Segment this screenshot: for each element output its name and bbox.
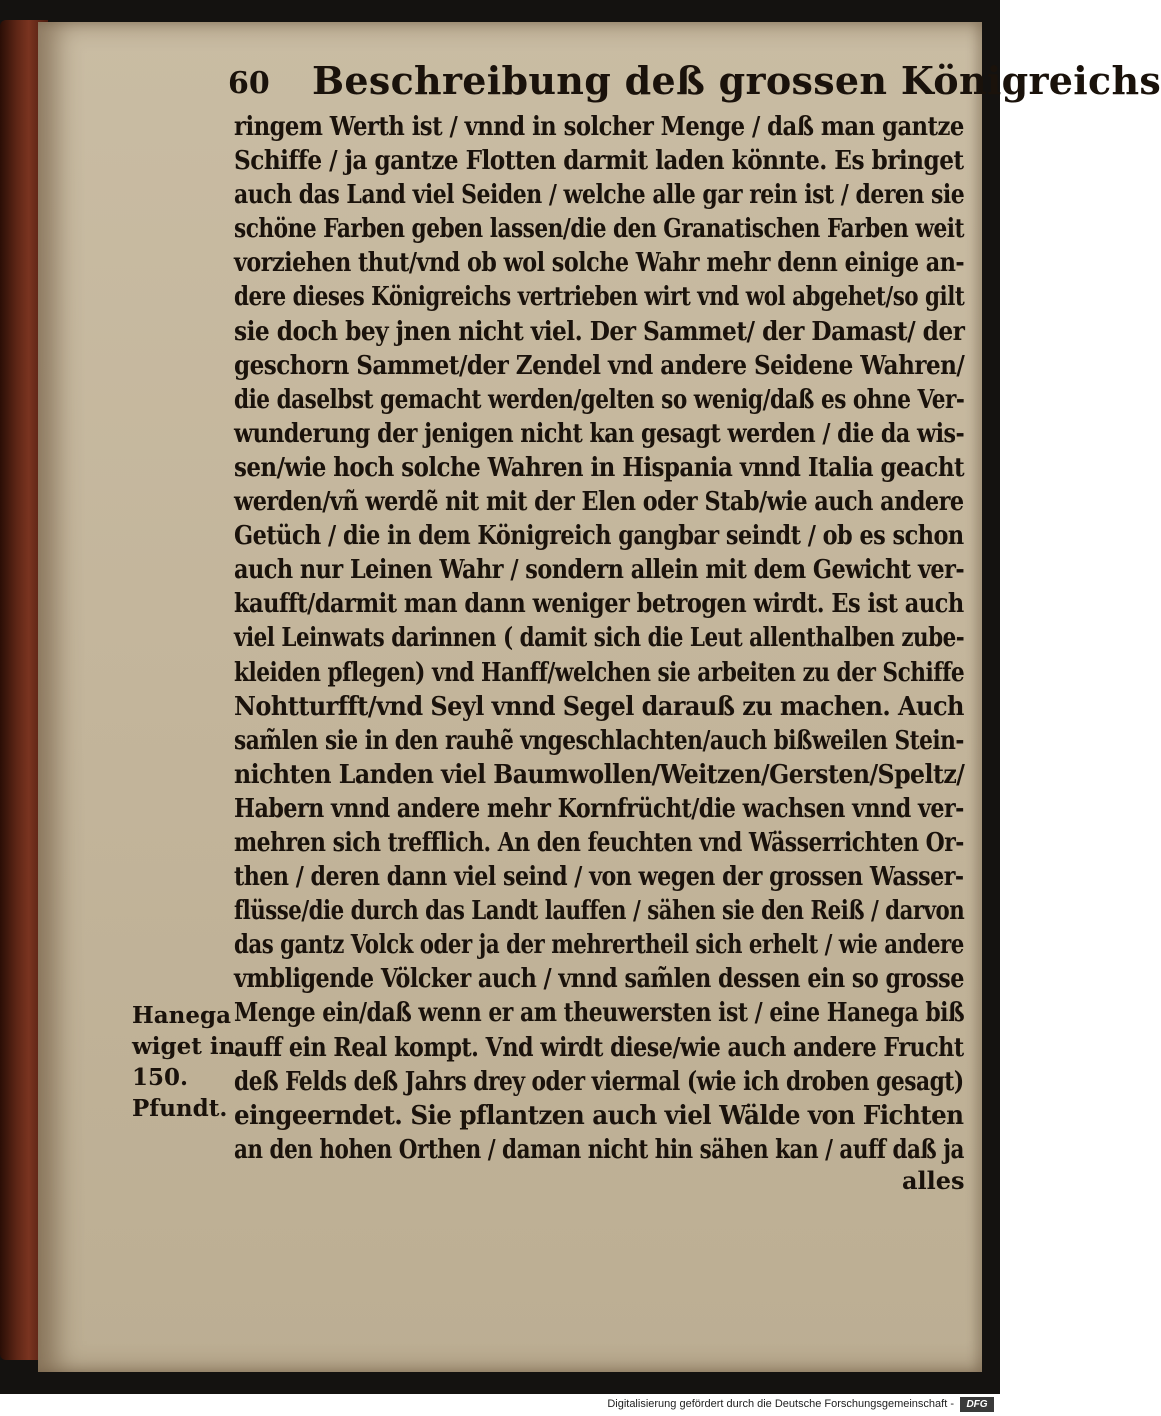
text-line: flüsse/die durch das Landt lauffen / sähen sie den Reiß / darvon xyxy=(234,896,965,927)
text-line: Schiffe / ja gantze Flotten darmit laden könnte. Es bringet xyxy=(234,146,964,177)
body-text xyxy=(234,110,964,1167)
text-line: werden/vñ werdẽ nit mit der Elen oder Stab/wie auch andere xyxy=(234,487,964,518)
text-line: mehren sich trefflich. An den feuchten vnd Wässerrichten Or- xyxy=(234,827,964,858)
text-line: auch das Land viel Seiden / welche alle gar rein ist / deren sie xyxy=(234,180,965,211)
text-line: vmbligende Völcker auch / vnnd sam̃len dessen ein so grosse xyxy=(234,964,964,995)
text-line: eingeerndet. Sie pflantzen auch viel Wälde von Fichten xyxy=(234,1100,964,1131)
text-line: die daselbst gemacht werden/gelten so wenig/daß es ohne Ver- xyxy=(234,384,965,415)
text-line: Nohtturfft/vnd Seyl vnnd Segel darauß zu machen. Auch xyxy=(234,691,964,722)
text-line: nichten Landen viel Baumwollen/Weitzen/Gersten/Speltz/ xyxy=(234,759,965,790)
text-line: Menge ein/daß wenn er am theuwersten ist / eine Hanega biß xyxy=(234,998,965,1029)
margin-note-line: Hanega xyxy=(132,1002,231,1029)
margin-note-line: 150. xyxy=(132,1064,189,1091)
text-line: an den hohen Orthen / daman nicht hin sähen kan / auff daß ja xyxy=(234,1134,964,1165)
margin-note xyxy=(132,1000,235,1124)
text-line: geschorn Sammet/der Zendel vnd andere Seidene Wahren/ xyxy=(234,350,965,381)
running-header: Beschreibung deß grossen Königreichs xyxy=(312,58,1161,103)
text-line: kleiden pflegen) vnd Hanff/welchen sie arbeiten zu der Schiffe xyxy=(234,657,965,688)
text-line: sie doch bey jnen nicht viel. Der Sammet/ der Damast/ der xyxy=(234,316,965,347)
text-line: vorziehen thut/vnd ob wol solche Wahr mehr denn einige an- xyxy=(234,248,965,279)
text-line: auff ein Real kompt. Vnd wirdt diese/wie auch andere Frucht xyxy=(234,1032,964,1063)
text-line: ringem Werth ist / vnnd in solcher Menge / daß man gantze xyxy=(234,112,964,142)
text-line: dere dieses Königreichs vertrieben wirt vnd wol abgehet/so gilt xyxy=(234,282,965,313)
funding-credit: Digitalisierung gefördert durch die Deutsche Forschungsgemeinschaft - xyxy=(607,1398,954,1410)
text-line: kaufft/darmit man dann weniger betrogen wirdt. Es ist auch xyxy=(234,589,964,620)
text-line: Habern vnnd andere mehr Kornfrücht/die wachsen vnnd ver- xyxy=(234,793,964,824)
text-line: then / deren dann viel seind / von wegen der grossen Wasser- xyxy=(234,862,964,893)
text-line: wunderung der jenigen nicht kan gesagt werden / die da wis- xyxy=(234,418,965,449)
page-number: 60 xyxy=(228,66,270,101)
text-line: sam̃len sie in den rauhẽ vngeschlachten/auch bißweilen Stein- xyxy=(234,725,964,756)
footer-bar xyxy=(0,1394,1000,1416)
dfg-logo-icon: DFG xyxy=(960,1397,994,1412)
text-line: viel Leinwats darinnen ( damit sich die Leut allenthalben zube- xyxy=(234,623,965,654)
catchword: alles xyxy=(902,1166,965,1195)
margin-note-line: wiget in xyxy=(132,1033,236,1060)
text-line: schöne Farben geben lassen/die den Granatischen Farben weit xyxy=(234,214,965,245)
text-line: deß Felds deß Jahrs drey oder viermal (wie ich droben gesagt) xyxy=(234,1066,964,1097)
text-line: das gantz Volck oder ja der mehrertheil sich erhelt / wie andere xyxy=(234,930,964,961)
text-line: sen/wie hoch solche Wahren in Hispania vnnd Italia geacht xyxy=(234,452,965,483)
text-line: Getüch / die in dem Königreich gangbar seindt / ob es schon xyxy=(234,521,964,552)
text-line: auch nur Leinen Wahr / sondern allein mit dem Gewicht ver- xyxy=(234,555,965,586)
margin-note-line: Pfundt. xyxy=(132,1095,228,1122)
